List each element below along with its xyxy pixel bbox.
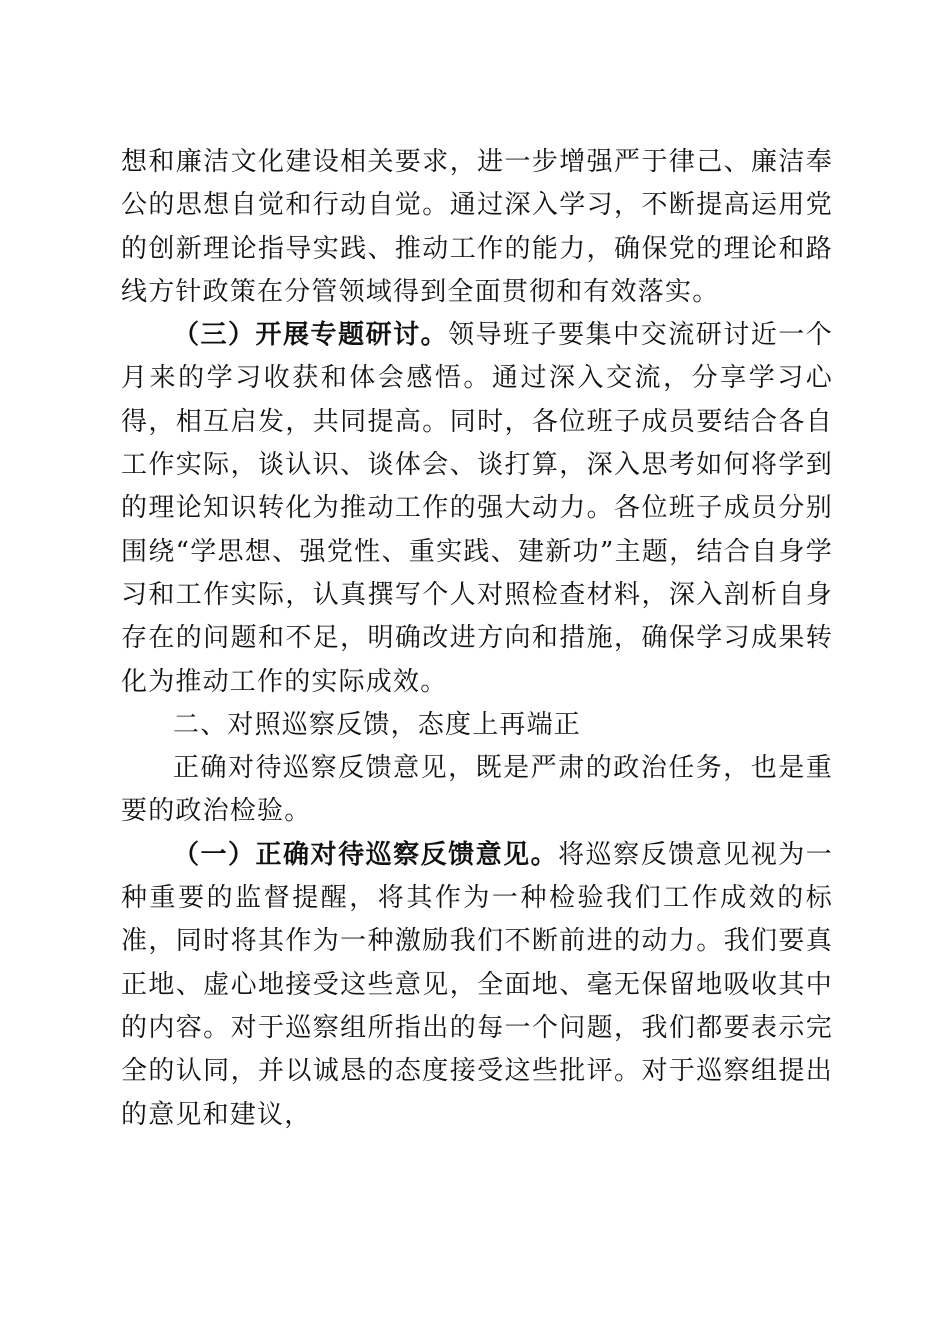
paragraph-intro [121,747,833,834]
subsection-heading: （三）开展专题研讨。 [173,320,449,351]
paragraph-continuation [121,141,833,314]
paragraph-text: 将巡察反馈意见视为一种重要的监督提醒，将其作为一种检验我们工作成效的标准，同时将其作为一种激励我们不断前进的动力。我们要真正地、虚心地接受这些意见，全面地、毫无保留地吸收其中的内容。对于巡察组所指出的每一个问题，我们都要表示完全的认同，并以诚恳的态度接受这些批评。对于巡察组提出的意见和建议， [121,839,833,1130]
paragraph-text: 正确对待巡察反馈意见，既是严肃的政治任务，也是重要的政治检验。 [121,753,833,827]
document-body [121,141,833,1137]
paragraph-text: 领导班子要集中交流研讨近一个月来的学习收获和体会感悟。通过深入交流，分享学习心得，相互启发，共同提高。同时，各位班子成员要结合各自工作实际，谈认识、谈体会、谈打算，深入思考如何将学到的理论知识转化为推动工作的强大动力。各位班子成员分别围绕“学思想、强党性、重实践、建新功”主题，结合自身学习和工作实际，认真撰写个人对照检查材料，深入剖析自身存在的问题和不足，明确改进方向和措施，确保学习成果转化为推动工作的实际成效。 [121,320,833,697]
paragraph-special-seminar [121,314,833,704]
paragraph-feedback-attitude [121,834,833,1137]
section-heading: 二、对照巡察反馈，态度上再端正 [173,709,582,740]
subsection-heading: （一）正确对待巡察反馈意见。 [173,839,559,870]
paragraph-text: 想和廉洁文化建设相关要求，进一步增强严于律己、廉洁奉公的思想自觉和行动自觉。通过深入学习，不断提高运用党的创新理论指导实践、推动工作的能力，确保党的理论和路线方针政策在分管领域得到全面贯彻和有效落实。 [121,147,833,307]
